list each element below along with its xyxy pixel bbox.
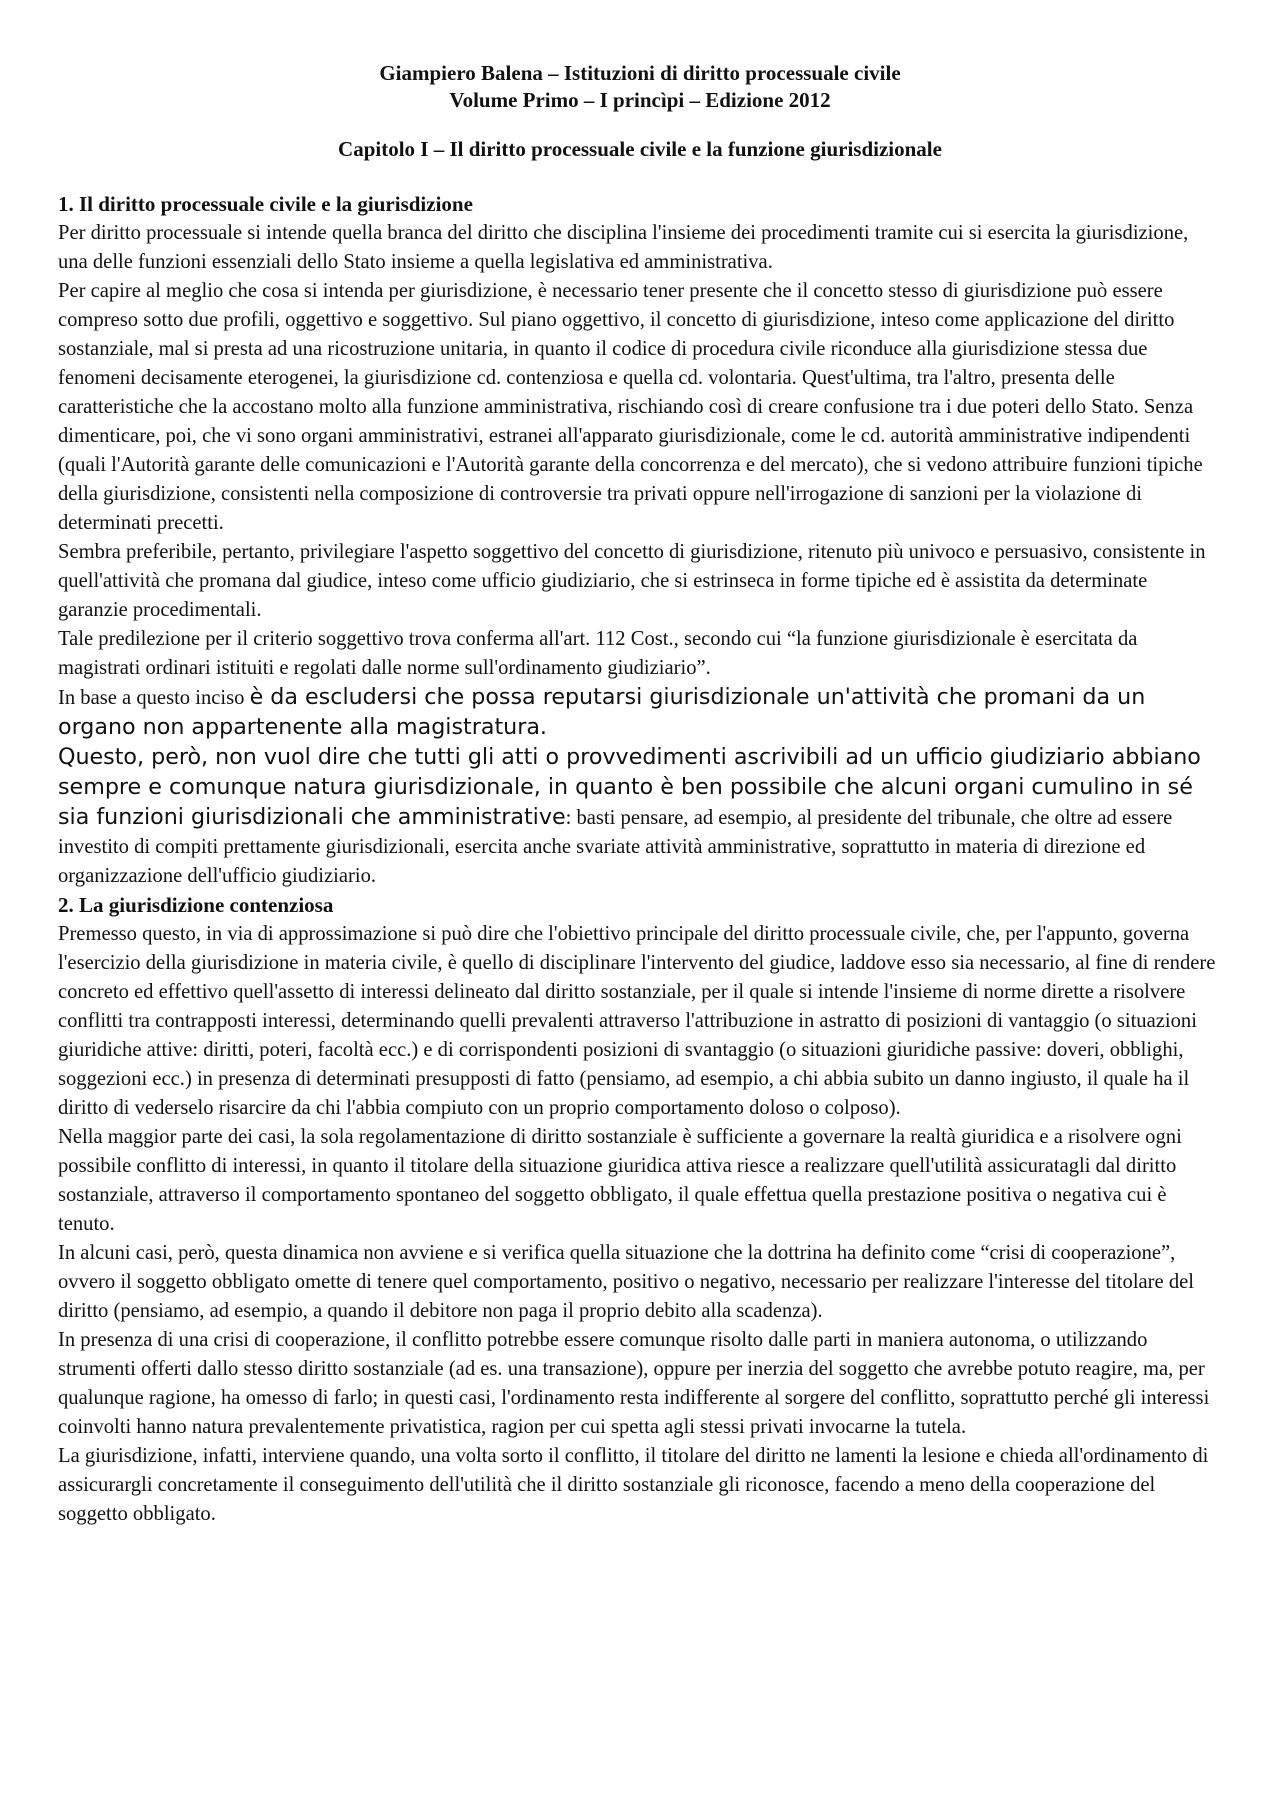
paragraph-serif-end: : basti pensare, ad esempio, al presidente del tribunale, che oltre ad essere investito di compiti prettamente giurisdizionali, esercita anche svariate attività amministrative, soprattutto in materia di direzione ed organizzazione dell'ufficio giudiziario. <box>58 807 1173 887</box>
paragraph: Sembra preferibile, pertanto, privilegiare l'aspetto soggettivo del concetto di giurisdizione, ritenuto più univoco e persuasivo, consistente in quell'attività che promana dal giudice, inteso come ufficio giudiziario, che si estrinseca in forme tipiche ed è assistita da determinate garanzie procedimentali. <box>58 541 1206 621</box>
section-title: 2. La giurisdizione contenziosa <box>58 893 334 917</box>
paragraph: Tale predilezione per il criterio soggettivo trova conferma all'art. 112 Cost., secondo cui “la funzione giurisdizionale è esercitata da magistrati ordinari istituiti e regolati dalle norme sull'ordinamento giudiziario”. <box>58 628 1138 679</box>
header-volume-edition: Volume Primo – I princìpi – Edizione 2012 <box>449 88 831 112</box>
paragraph: Nella maggior parte dei casi, la sola regolamentazione di diritto sostanziale è sufficiente a governare la realtà giuridica e a risolvere ogni possibile conflitto di interessi, in quanto il titolare della situazione giuridica attiva riesce a realizzare quell'utilità assicuratagli dal diritto sostanziale, attraverso il comportamento spontaneo del soggetto obbligato, il quale effettua quella prestazione positiva o negativa cui è tenuto. <box>58 1126 1182 1235</box>
header-author-title: Giampiero Balena – Istituzioni di diritto processuale civile <box>379 61 901 85</box>
paragraph-serif-start: In base a questo inciso <box>58 687 250 709</box>
mixed-font-paragraph <box>58 683 1222 891</box>
paragraph-sans-part-2: Questo, però, non vuol dire che tutti gli atti o provvedimenti ascrivibili ad un ufficio giudiziario abbiano sempre e comunque natura giurisdizionale, in quanto è ben possibile che alcuni organi cumulino in sé sia funzioni giurisdizionali che amministrative <box>58 744 1201 830</box>
document-header <box>58 60 1222 114</box>
paragraph: In presenza di una crisi di cooperazione, il conflitto potrebbe essere comunque risolto dalle parti in maniera autonoma, o utilizzando strumenti offerti dallo stesso diritto sostanziale (ad es. una transazione), oppure per inerzia del soggetto che avrebbe potuto reagire, ma, per qualunque ragione, ha omesso di farlo; in questi casi, l'ordinamento resta indifferente al sorgere del conflitto, soprattutto perché gli interessi coinvolti hanno natura prevalentemente privatistica, ragion per cui spetta agli stessi privati invocarne la tutela. <box>58 1329 1210 1438</box>
document-page <box>58 60 1222 1529</box>
section-2 <box>58 891 1222 1529</box>
chapter-title: Capitolo I – Il diritto processuale civile e la funzione giurisdizionale <box>338 137 942 161</box>
paragraph: La giurisdizione, infatti, interviene quando, una volta sorto il conflitto, il titolare del diritto ne lamenti la lesione e chieda all'ordinamento di assicurargli concretamente il conseguimento dell'utilità che il diritto sostanziale gli riconosce, facendo a meno della cooperazione del soggetto obbligato. <box>58 1445 1209 1525</box>
paragraph: Per diritto processuale si intende quella branca del diritto che disciplina l'insieme dei procedimenti tramite cui si esercita la giurisdizione, una delle funzioni essenziali dello Stato insieme a quella legislativa ed amministrativa. <box>58 222 1189 273</box>
paragraph: Premesso questo, in via di approssimazione si può dire che l'obiettivo principale del diritto processuale civile, che, per l'appunto, governa l'esercizio della giurisdizione in materia civile, è quello di disciplinare l'intervento del giudice, laddove esso sia necessario, al fine di rendere concreto ed effettivo quell'assetto di interessi delineato dal diritto sostanziale, per il quale si intende l'insieme di norme dirette a risolvere conflitti tra contrapposti interessi, determinando quelli prevalenti attraverso l'attribuzione in astratto di posizioni di vantaggio (o situazioni giuridiche attive: diritti, poteri, facoltà ecc.) e di corrispondenti posizioni di svantaggio (o situazioni giuridiche passive: doveri, obblighi, soggezioni ecc.) in presenza di determinati presupposti di fatto (pensiamo, ad esempio, a chi abbia subito un danno ingiusto, il quale ha il diritto di vederselo risarcire da chi l'abbia compiuto con un proprio comportamento doloso o colposo). <box>58 923 1216 1119</box>
section-title: 1. Il diritto processuale civile e la giurisdizione <box>58 192 473 216</box>
paragraph-sans-part-1: è da escludersi che possa reputarsi giurisdizionale un'attività che promani da un organo non appartenente alla magistratura. <box>58 684 1146 740</box>
section-1 <box>58 190 1222 891</box>
paragraph: In alcuni casi, però, questa dinamica non avviene e si verifica quella situazione che la dottrina ha definito come “crisi di cooperazione”, ovvero il soggetto obbligato omette di tenere quel comportamento, positivo o negativo, necessario per realizzare l'interesse del titolare del diritto (pensiamo, ad esempio, a quando il debitore non paga il proprio debito alla scadenza). <box>58 1242 1194 1322</box>
paragraph: Per capire al meglio che cosa si intenda per giurisdizione, è necessario tener presente che il concetto stesso di giurisdizione può essere compreso sotto due profili, oggettivo e soggettivo. Sul piano oggettivo, il concetto di giurisdizione, inteso come applicazione del diritto sostanziale, mal si presta ad una ricostruzione unitaria, in quanto il codice di procedura civile riconduce alla giurisdizione stessa due fenomeni decisamente eterogenei, la giurisdizione cd. contenziosa e quella cd. volontaria. Quest'ultima, tra l'altro, presenta delle caratteristiche che la accostano molto alla funzione amministrativa, rischiando così di creare confusione tra i due poteri dello Stato. Senza dimenticare, poi, che vi sono organi amministrativi, estranei all'apparato giurisdizionale, come le cd. autorità amministrative indipendenti (quali l'Autorità garante delle comunicazioni e l'Autorità garante della concorrenza e del mercato), che si vedono attribuire funzioni tipiche della giurisdizione, consistenti nella composizione di controversie tra privati oppure nell'irrogazione di sanzioni per la violazione di determinati precetti. <box>58 280 1203 534</box>
